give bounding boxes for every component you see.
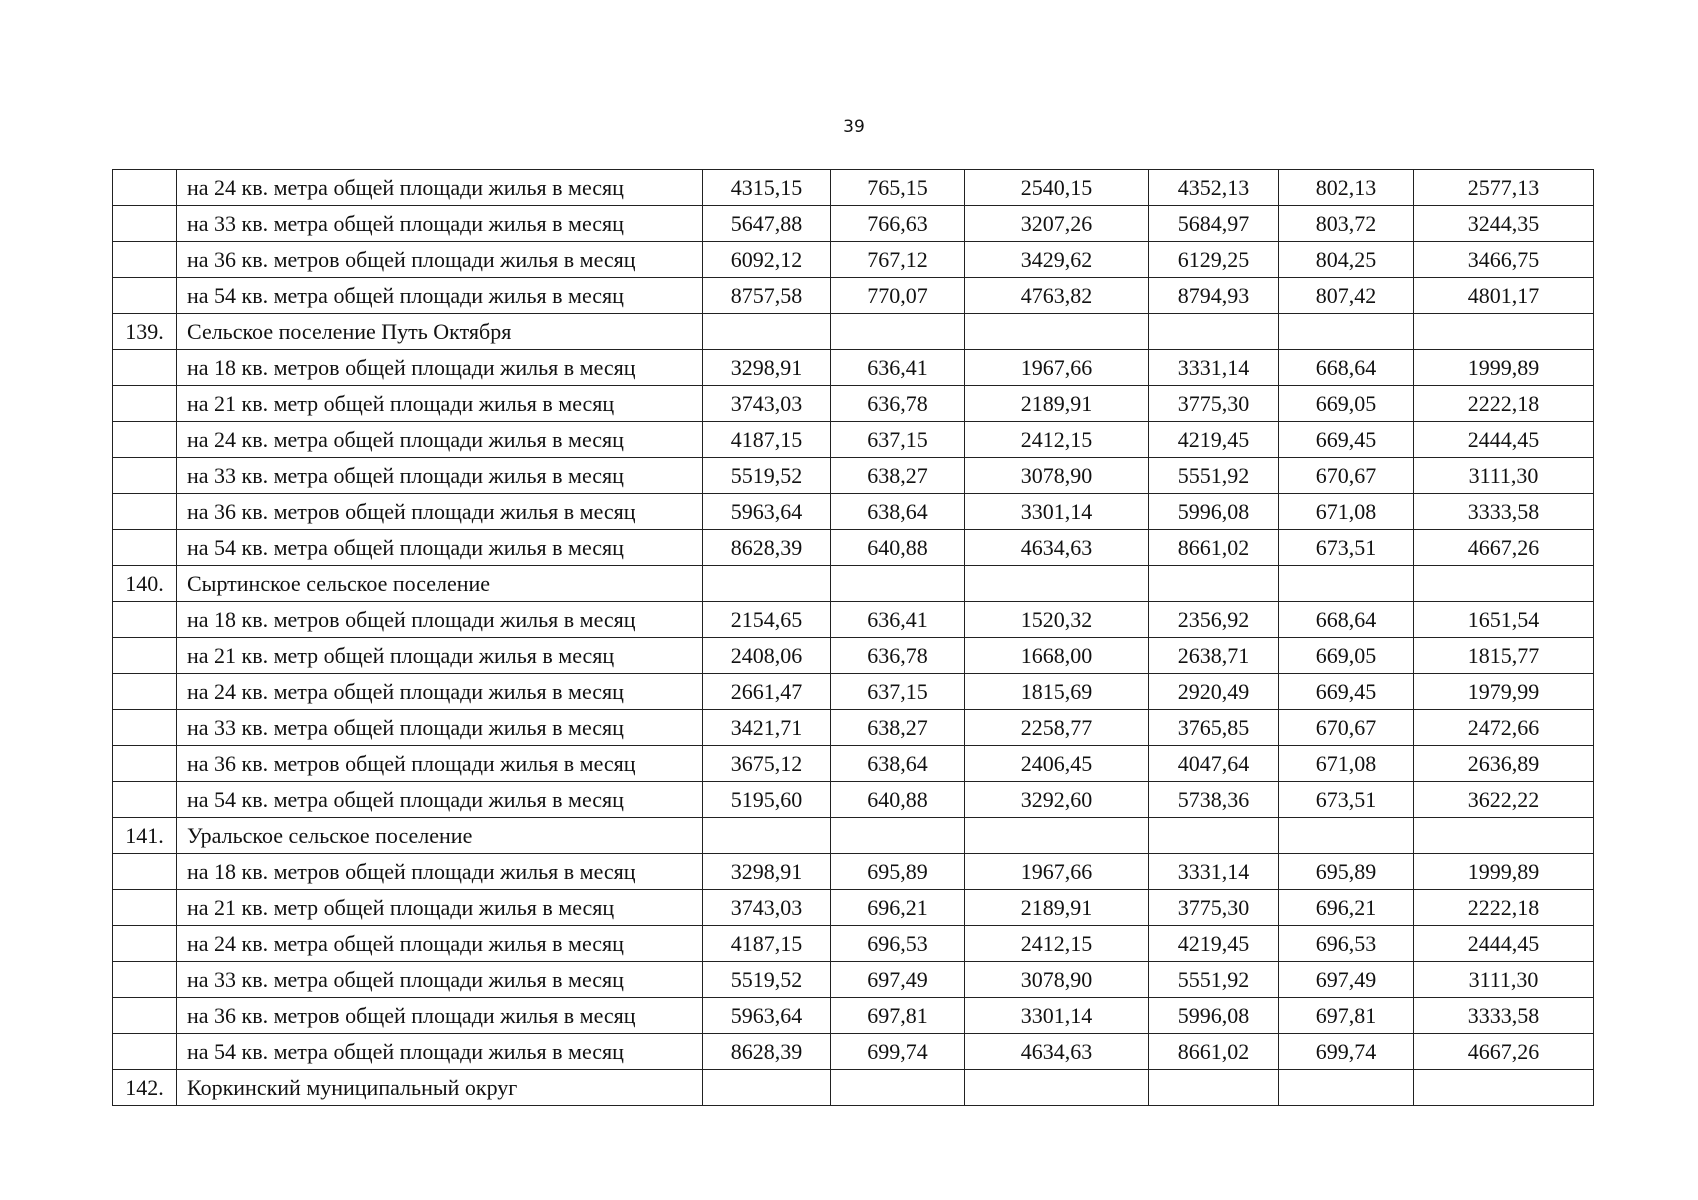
table-row	[113, 458, 1594, 494]
value-cell: 765,15	[831, 170, 965, 206]
value-cell: 4047,64	[1149, 746, 1279, 782]
row-number	[113, 530, 177, 566]
table-row	[113, 386, 1594, 422]
value-cell: 5684,97	[1149, 206, 1279, 242]
row-name: Коркинский муниципальный округ	[177, 1070, 703, 1106]
value-cell: 807,42	[1279, 278, 1414, 314]
value-cell: 699,74	[831, 1034, 965, 1070]
value-cell: 1999,89	[1414, 350, 1594, 386]
table-body	[113, 170, 1594, 1106]
row-name: на 54 кв. метра общей площади жилья в месяц	[177, 782, 703, 818]
value-cell: 638,64	[831, 746, 965, 782]
value-cell: 1651,54	[1414, 602, 1594, 638]
value-cell: 8757,58	[703, 278, 831, 314]
table-row	[113, 890, 1594, 926]
value-cell: 766,63	[831, 206, 965, 242]
value-cell: 669,45	[1279, 674, 1414, 710]
value-cell: 3207,26	[965, 206, 1149, 242]
row-name: на 21 кв. метр общей площади жилья в месяц	[177, 890, 703, 926]
value-cell: 3301,14	[965, 998, 1149, 1034]
row-name: на 33 кв. метра общей площади жилья в месяц	[177, 710, 703, 746]
value-cell	[965, 314, 1149, 350]
value-cell	[831, 314, 965, 350]
value-cell: 640,88	[831, 530, 965, 566]
value-cell	[1414, 314, 1594, 350]
table-row	[113, 782, 1594, 818]
value-cell: 2412,15	[965, 926, 1149, 962]
value-cell: 696,53	[831, 926, 965, 962]
value-cell	[1279, 314, 1414, 350]
value-cell: 638,64	[831, 494, 965, 530]
value-cell: 2540,15	[965, 170, 1149, 206]
value-cell: 2444,45	[1414, 926, 1594, 962]
tariff-table	[112, 169, 1594, 1106]
value-cell: 3331,14	[1149, 350, 1279, 386]
value-cell: 1815,77	[1414, 638, 1594, 674]
value-cell: 636,78	[831, 638, 965, 674]
value-cell: 2222,18	[1414, 890, 1594, 926]
value-cell: 696,21	[831, 890, 965, 926]
value-cell: 3301,14	[965, 494, 1149, 530]
row-name: на 24 кв. метра общей площади жилья в месяц	[177, 170, 703, 206]
value-cell	[1279, 566, 1414, 602]
row-number	[113, 1034, 177, 1070]
value-cell: 670,67	[1279, 458, 1414, 494]
row-number	[113, 458, 177, 494]
table-row	[113, 314, 1594, 350]
value-cell: 2406,45	[965, 746, 1149, 782]
value-cell: 695,89	[1279, 854, 1414, 890]
value-cell: 699,74	[1279, 1034, 1414, 1070]
value-cell: 3298,91	[703, 854, 831, 890]
row-name: на 18 кв. метров общей площади жилья в месяц	[177, 854, 703, 890]
value-cell: 1967,66	[965, 854, 1149, 890]
table-row	[113, 422, 1594, 458]
row-number	[113, 674, 177, 710]
value-cell: 637,15	[831, 422, 965, 458]
value-cell: 670,67	[1279, 710, 1414, 746]
table-row	[113, 602, 1594, 638]
value-cell: 4187,15	[703, 926, 831, 962]
row-name: Сыртинское сельское поселение	[177, 566, 703, 602]
value-cell: 3111,30	[1414, 962, 1594, 998]
value-cell: 4634,63	[965, 1034, 1149, 1070]
value-cell: 3622,22	[1414, 782, 1594, 818]
value-cell: 3078,90	[965, 458, 1149, 494]
value-cell: 2638,71	[1149, 638, 1279, 674]
value-cell	[965, 818, 1149, 854]
row-number: 140.	[113, 566, 177, 602]
value-cell	[1149, 1070, 1279, 1106]
value-cell: 3078,90	[965, 962, 1149, 998]
value-cell: 4634,63	[965, 530, 1149, 566]
row-number	[113, 422, 177, 458]
row-name: на 33 кв. метра общей площади жилья в месяц	[177, 962, 703, 998]
value-cell: 3765,85	[1149, 710, 1279, 746]
value-cell: 4763,82	[965, 278, 1149, 314]
value-cell: 669,05	[1279, 638, 1414, 674]
value-cell: 3111,30	[1414, 458, 1594, 494]
value-cell	[1149, 818, 1279, 854]
table-row	[113, 926, 1594, 962]
value-cell	[1414, 818, 1594, 854]
value-cell: 669,45	[1279, 422, 1414, 458]
row-name: на 18 кв. метров общей площади жилья в месяц	[177, 350, 703, 386]
value-cell	[703, 1070, 831, 1106]
value-cell: 4801,17	[1414, 278, 1594, 314]
value-cell: 4667,26	[1414, 530, 1594, 566]
row-number	[113, 926, 177, 962]
value-cell: 8628,39	[703, 1034, 831, 1070]
value-cell: 6092,12	[703, 242, 831, 278]
value-cell: 4667,26	[1414, 1034, 1594, 1070]
table-row	[113, 674, 1594, 710]
value-cell	[1149, 314, 1279, 350]
table-row	[113, 494, 1594, 530]
value-cell: 673,51	[1279, 782, 1414, 818]
row-number	[113, 278, 177, 314]
value-cell: 1815,69	[965, 674, 1149, 710]
value-cell: 697,81	[831, 998, 965, 1034]
value-cell: 3743,03	[703, 890, 831, 926]
value-cell	[831, 818, 965, 854]
value-cell	[1149, 566, 1279, 602]
value-cell	[1279, 1070, 1414, 1106]
value-cell: 2189,91	[965, 386, 1149, 422]
value-cell: 669,05	[1279, 386, 1414, 422]
row-number	[113, 386, 177, 422]
table-row	[113, 710, 1594, 746]
value-cell: 803,72	[1279, 206, 1414, 242]
value-cell: 4187,15	[703, 422, 831, 458]
value-cell: 2444,45	[1414, 422, 1594, 458]
value-cell	[1414, 566, 1594, 602]
value-cell	[703, 314, 831, 350]
row-name: на 36 кв. метров общей площади жилья в месяц	[177, 242, 703, 278]
value-cell: 2258,77	[965, 710, 1149, 746]
value-cell: 770,07	[831, 278, 965, 314]
value-cell: 1668,00	[965, 638, 1149, 674]
value-cell	[1279, 818, 1414, 854]
table-row	[113, 350, 1594, 386]
value-cell: 696,21	[1279, 890, 1414, 926]
table-row	[113, 278, 1594, 314]
row-number	[113, 170, 177, 206]
value-cell: 671,08	[1279, 494, 1414, 530]
row-number: 142.	[113, 1070, 177, 1106]
row-name: на 36 кв. метров общей площади жилья в месяц	[177, 494, 703, 530]
value-cell: 1520,32	[965, 602, 1149, 638]
value-cell	[965, 1070, 1149, 1106]
row-name: на 18 кв. метров общей площади жилья в месяц	[177, 602, 703, 638]
value-cell: 8628,39	[703, 530, 831, 566]
value-cell: 4219,45	[1149, 926, 1279, 962]
value-cell: 638,27	[831, 710, 965, 746]
value-cell: 5738,36	[1149, 782, 1279, 818]
value-cell: 8794,93	[1149, 278, 1279, 314]
row-name: на 54 кв. метра общей площади жилья в месяц	[177, 278, 703, 314]
value-cell: 804,25	[1279, 242, 1414, 278]
row-number	[113, 206, 177, 242]
value-cell	[965, 566, 1149, 602]
value-cell: 3331,14	[1149, 854, 1279, 890]
value-cell: 767,12	[831, 242, 965, 278]
value-cell: 3333,58	[1414, 998, 1594, 1034]
value-cell: 2472,66	[1414, 710, 1594, 746]
row-number	[113, 710, 177, 746]
value-cell: 697,49	[831, 962, 965, 998]
value-cell: 1979,99	[1414, 674, 1594, 710]
row-name: на 54 кв. метра общей площади жилья в месяц	[177, 530, 703, 566]
value-cell: 3298,91	[703, 350, 831, 386]
row-name: Сельское поселение Путь Октября	[177, 314, 703, 350]
value-cell: 5519,52	[703, 458, 831, 494]
row-number	[113, 638, 177, 674]
value-cell: 697,49	[1279, 962, 1414, 998]
table-row	[113, 1070, 1594, 1106]
value-cell: 3775,30	[1149, 890, 1279, 926]
value-cell: 3244,35	[1414, 206, 1594, 242]
value-cell: 668,64	[1279, 350, 1414, 386]
value-cell: 636,41	[831, 602, 965, 638]
value-cell: 8661,02	[1149, 530, 1279, 566]
row-name: на 54 кв. метра общей площади жилья в месяц	[177, 1034, 703, 1070]
table-row	[113, 746, 1594, 782]
row-number	[113, 494, 177, 530]
value-cell	[831, 1070, 965, 1106]
row-name: на 24 кв. метра общей площади жилья в месяц	[177, 926, 703, 962]
value-cell: 4315,15	[703, 170, 831, 206]
value-cell: 3675,12	[703, 746, 831, 782]
row-number: 139.	[113, 314, 177, 350]
value-cell: 2222,18	[1414, 386, 1594, 422]
value-cell: 802,13	[1279, 170, 1414, 206]
value-cell: 2356,92	[1149, 602, 1279, 638]
value-cell	[1414, 1070, 1594, 1106]
table-row	[113, 242, 1594, 278]
value-cell: 3775,30	[1149, 386, 1279, 422]
value-cell: 5195,60	[703, 782, 831, 818]
value-cell: 2577,13	[1414, 170, 1594, 206]
value-cell: 668,64	[1279, 602, 1414, 638]
row-number	[113, 746, 177, 782]
page-number: 39	[843, 117, 865, 137]
value-cell: 5647,88	[703, 206, 831, 242]
value-cell: 2408,06	[703, 638, 831, 674]
value-cell: 697,81	[1279, 998, 1414, 1034]
value-cell	[703, 566, 831, 602]
value-cell: 3333,58	[1414, 494, 1594, 530]
value-cell: 1999,89	[1414, 854, 1594, 890]
table-row	[113, 638, 1594, 674]
table-row	[113, 962, 1594, 998]
value-cell	[703, 818, 831, 854]
row-name: на 36 кв. метров общей площади жилья в месяц	[177, 998, 703, 1034]
value-cell: 5996,08	[1149, 998, 1279, 1034]
row-name: на 21 кв. метр общей площади жилья в месяц	[177, 638, 703, 674]
row-name: на 33 кв. метра общей площади жилья в месяц	[177, 206, 703, 242]
row-number	[113, 350, 177, 386]
row-number	[113, 782, 177, 818]
row-name: Уральское сельское поселение	[177, 818, 703, 854]
value-cell: 673,51	[1279, 530, 1414, 566]
value-cell: 636,78	[831, 386, 965, 422]
value-cell: 5551,92	[1149, 458, 1279, 494]
row-number	[113, 962, 177, 998]
value-cell: 4219,45	[1149, 422, 1279, 458]
value-cell: 2920,49	[1149, 674, 1279, 710]
value-cell: 2661,47	[703, 674, 831, 710]
value-cell: 4352,13	[1149, 170, 1279, 206]
value-cell: 637,15	[831, 674, 965, 710]
value-cell: 3466,75	[1414, 242, 1594, 278]
value-cell: 2412,15	[965, 422, 1149, 458]
value-cell: 695,89	[831, 854, 965, 890]
value-cell: 5551,92	[1149, 962, 1279, 998]
value-cell: 5963,64	[703, 998, 831, 1034]
value-cell: 2154,65	[703, 602, 831, 638]
table-row	[113, 1034, 1594, 1070]
row-name: на 36 кв. метров общей площади жилья в месяц	[177, 746, 703, 782]
row-name: на 24 кв. метра общей площади жилья в месяц	[177, 674, 703, 710]
row-name: на 33 кв. метра общей площади жилья в месяц	[177, 458, 703, 494]
value-cell: 2189,91	[965, 890, 1149, 926]
row-name: на 21 кв. метр общей площади жилья в месяц	[177, 386, 703, 422]
table-row	[113, 854, 1594, 890]
value-cell: 638,27	[831, 458, 965, 494]
value-cell: 3429,62	[965, 242, 1149, 278]
value-cell: 636,41	[831, 350, 965, 386]
value-cell: 8661,02	[1149, 1034, 1279, 1070]
value-cell: 3292,60	[965, 782, 1149, 818]
value-cell: 6129,25	[1149, 242, 1279, 278]
value-cell: 3743,03	[703, 386, 831, 422]
value-cell: 2636,89	[1414, 746, 1594, 782]
row-number	[113, 242, 177, 278]
row-number	[113, 854, 177, 890]
value-cell: 5996,08	[1149, 494, 1279, 530]
value-cell: 5519,52	[703, 962, 831, 998]
table-row	[113, 206, 1594, 242]
row-number	[113, 890, 177, 926]
value-cell	[831, 566, 965, 602]
value-cell: 1967,66	[965, 350, 1149, 386]
row-number	[113, 998, 177, 1034]
row-name: на 24 кв. метра общей площади жилья в месяц	[177, 422, 703, 458]
table-row	[113, 530, 1594, 566]
table-row	[113, 998, 1594, 1034]
table-row	[113, 818, 1594, 854]
value-cell: 671,08	[1279, 746, 1414, 782]
row-number: 141.	[113, 818, 177, 854]
table-row	[113, 170, 1594, 206]
value-cell: 640,88	[831, 782, 965, 818]
value-cell: 696,53	[1279, 926, 1414, 962]
row-number	[113, 602, 177, 638]
value-cell: 5963,64	[703, 494, 831, 530]
value-cell: 3421,71	[703, 710, 831, 746]
table-row	[113, 566, 1594, 602]
